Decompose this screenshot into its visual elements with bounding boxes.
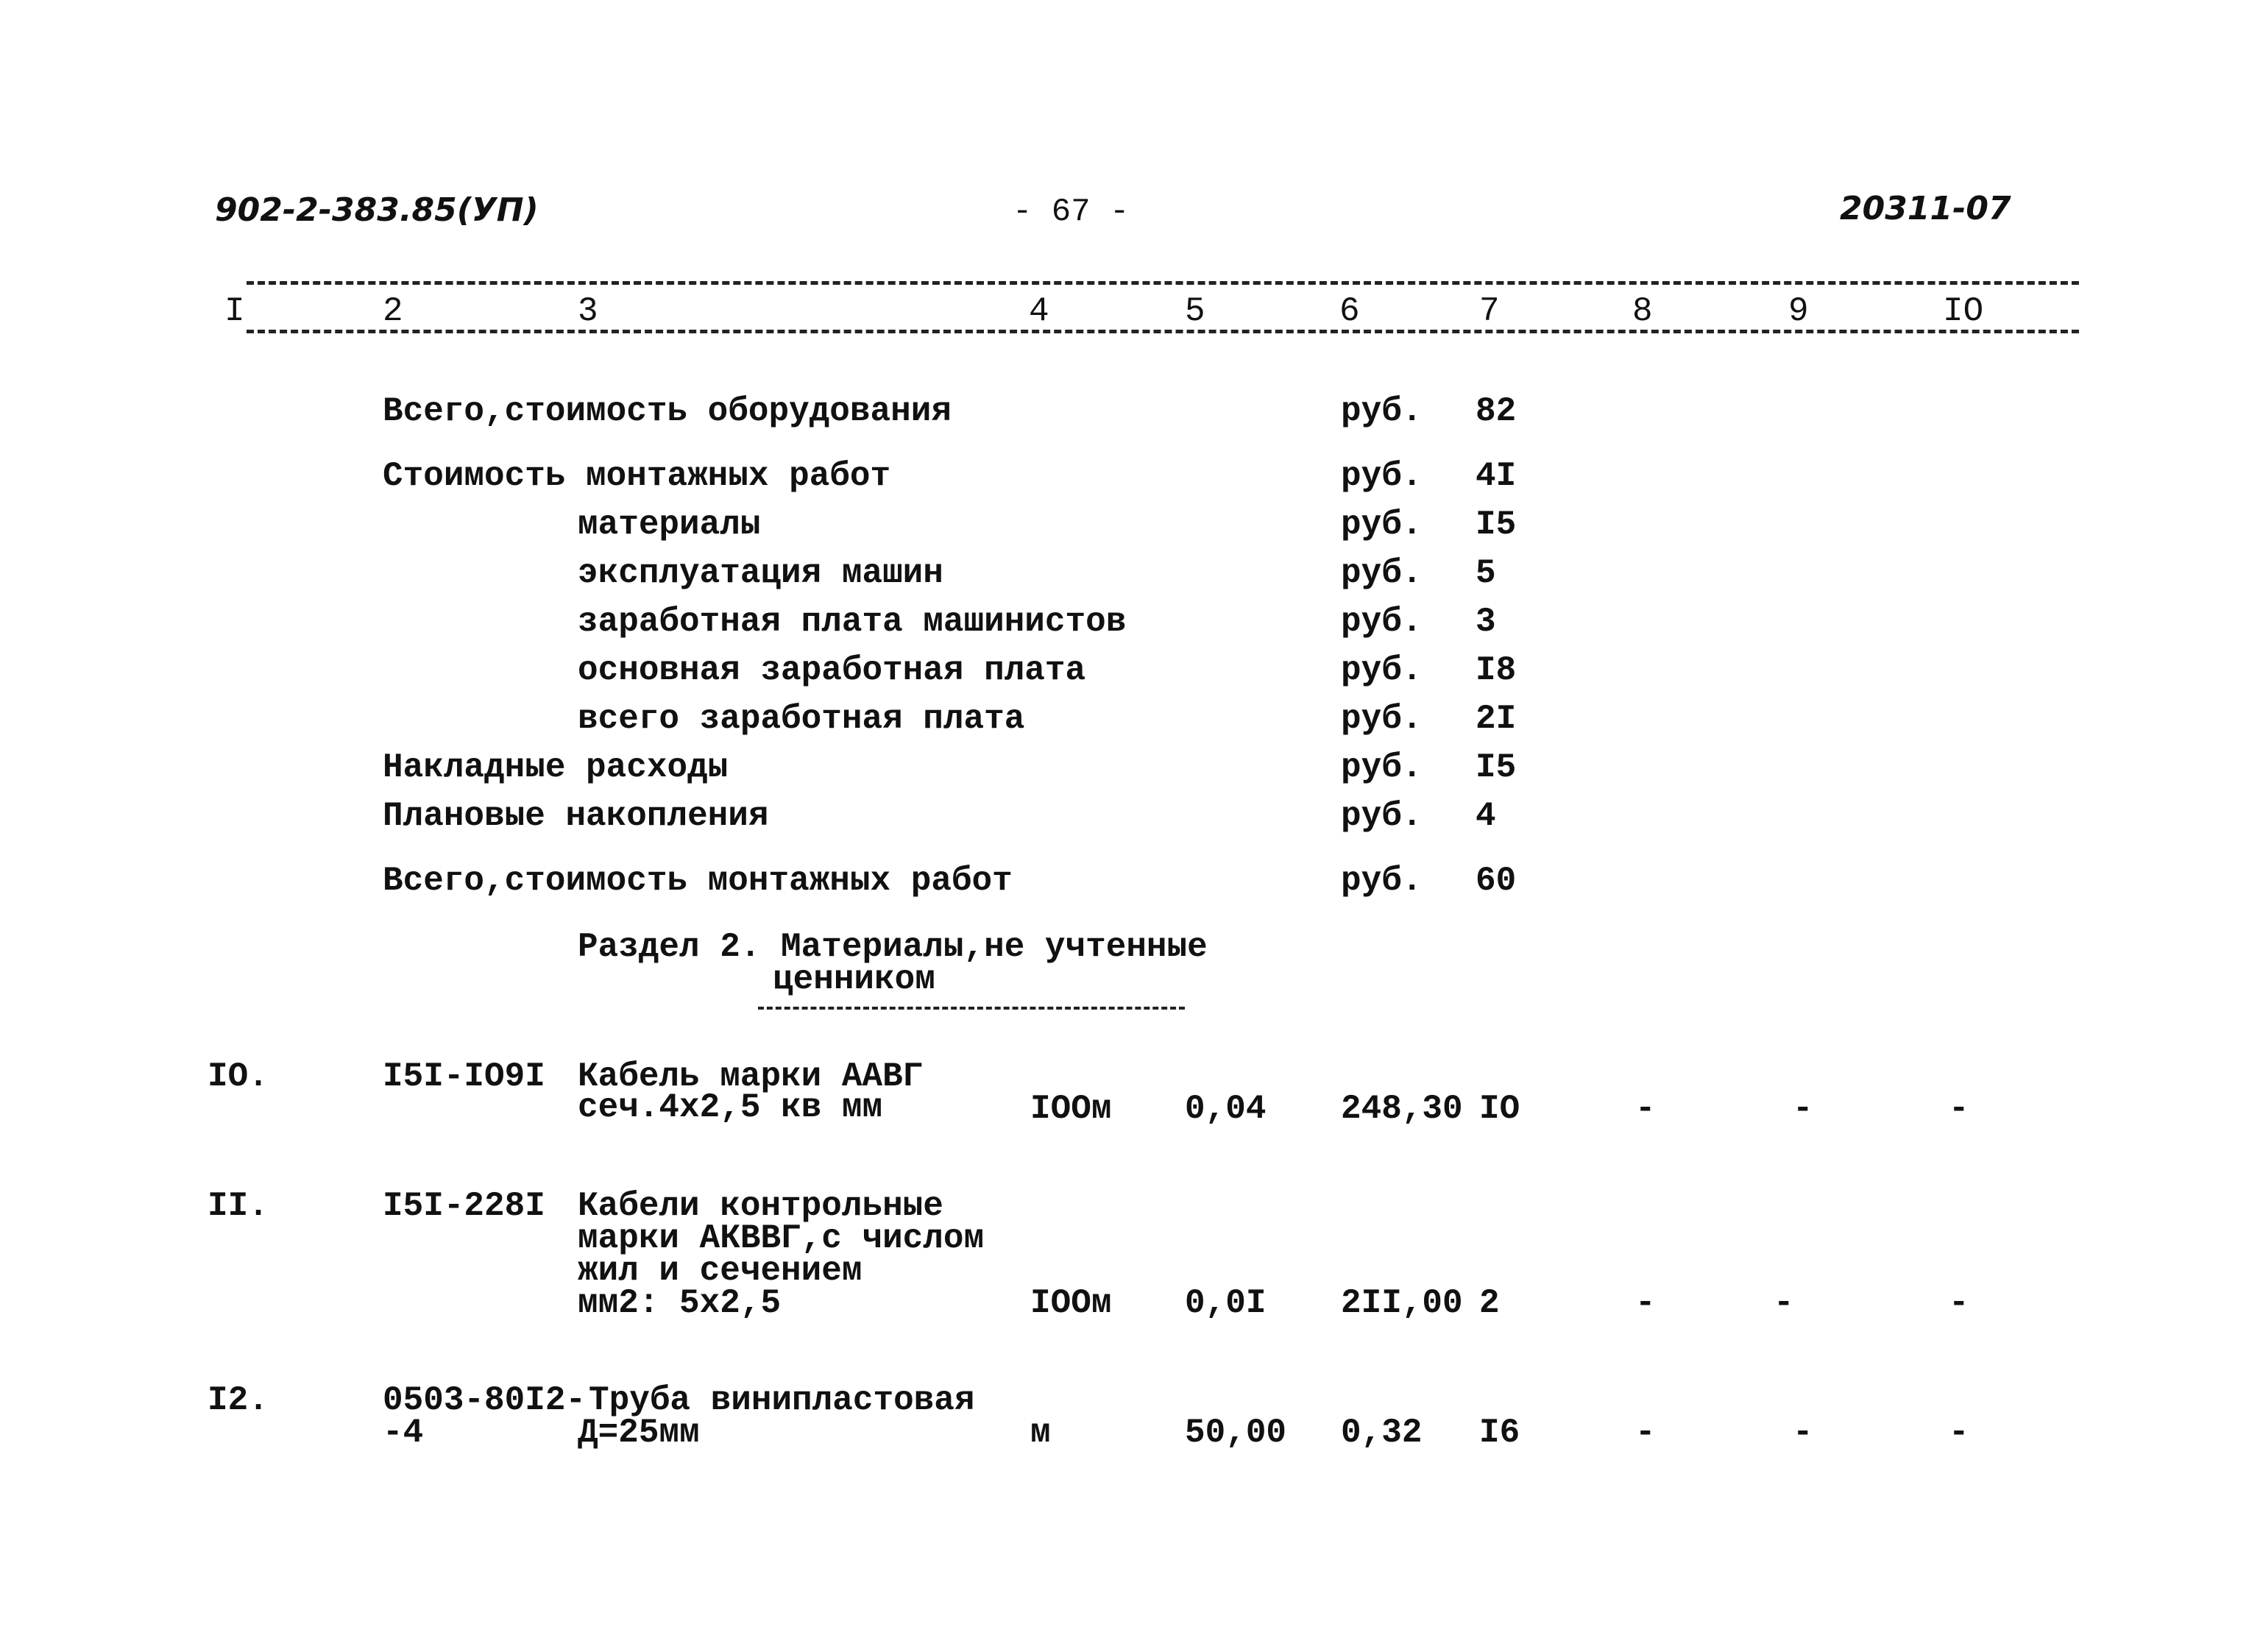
row-quantity: 0,04 bbox=[1185, 1090, 1267, 1128]
row-col10: - bbox=[1949, 1414, 1969, 1452]
row-description: Труба винипластовая bbox=[589, 1381, 975, 1419]
equipment-total-value: 82 bbox=[1476, 392, 1517, 430]
sub-item-label: материалы bbox=[578, 506, 761, 544]
sub-item-value: 5 bbox=[1476, 554, 1496, 592]
install-total-value: 60 bbox=[1476, 862, 1517, 900]
sub-item-unit: руб. bbox=[1341, 554, 1423, 592]
install-total-label: Всего,стоимость монтажных работ bbox=[383, 862, 1013, 900]
row-number: II. bbox=[208, 1187, 269, 1225]
header-top-rule bbox=[247, 281, 2079, 285]
row-description: марки АКВВГ,с числом bbox=[578, 1219, 985, 1258]
row-col9: - bbox=[1774, 1284, 1794, 1322]
row-total: I6 bbox=[1479, 1414, 1520, 1452]
row-unit: м bbox=[1030, 1414, 1051, 1452]
row-description: Кабели контрольные bbox=[578, 1187, 943, 1225]
overhead-label: Накладные расходы bbox=[383, 748, 729, 787]
sub-item-label: основная заработная плата bbox=[578, 651, 1086, 689]
column-number: I bbox=[224, 292, 245, 330]
sub-item-unit: руб. bbox=[1341, 700, 1423, 738]
archive-number: 20311-07 bbox=[1840, 190, 2011, 227]
overhead-unit: руб. bbox=[1341, 748, 1423, 787]
sub-item-label: заработная плата машинистов bbox=[578, 603, 1127, 641]
sub-item-value: 2I bbox=[1476, 700, 1517, 738]
row-quantity: 50,00 bbox=[1185, 1414, 1287, 1452]
section-heading-cont: ценником bbox=[773, 960, 935, 999]
column-number: 7 bbox=[1479, 292, 1500, 330]
row-code: 0503-80I2- bbox=[383, 1381, 587, 1419]
row-number: I2. bbox=[208, 1381, 269, 1419]
row-quantity: 0,0I bbox=[1185, 1284, 1267, 1322]
column-number: 4 bbox=[1029, 292, 1049, 330]
row-code: I5I-IO9I bbox=[383, 1057, 545, 1096]
overhead-value: I5 bbox=[1476, 748, 1517, 787]
section-heading: Раздел 2. Материалы,не учтенные bbox=[578, 928, 1208, 966]
sub-item-unit: руб. bbox=[1341, 506, 1423, 544]
column-number: 5 bbox=[1185, 292, 1205, 330]
column-number: 2 bbox=[383, 292, 403, 330]
row-unit: IOOм bbox=[1030, 1284, 1112, 1322]
row-description: жил и сечением bbox=[578, 1252, 862, 1290]
planned-value: 4 bbox=[1476, 797, 1496, 835]
column-number: 3 bbox=[578, 292, 598, 330]
page-number: - 67 - bbox=[1013, 194, 1130, 230]
row-description: сеч.4х2,5 кв мм bbox=[578, 1088, 883, 1127]
row-code: I5I-228I bbox=[383, 1187, 545, 1225]
sub-item-unit: руб. bbox=[1341, 603, 1423, 641]
install-cost-unit: руб. bbox=[1341, 457, 1423, 495]
row-col9: - bbox=[1793, 1090, 1813, 1128]
row-unit: IOOм bbox=[1030, 1090, 1112, 1128]
sub-item-label: эксплуатация машин bbox=[578, 554, 943, 592]
row-total: 2 bbox=[1479, 1284, 1500, 1322]
column-number: IO bbox=[1943, 292, 1984, 330]
equipment-total-label: Всего,стоимость оборудования bbox=[383, 392, 952, 430]
row-code-cont: -4 bbox=[383, 1414, 424, 1452]
equipment-total-unit: руб. bbox=[1341, 392, 1423, 430]
planned-unit: руб. bbox=[1341, 797, 1423, 835]
sub-item-value: 3 bbox=[1476, 603, 1496, 641]
row-col8: - bbox=[1635, 1090, 1656, 1128]
column-number: 9 bbox=[1788, 292, 1809, 330]
row-col10: - bbox=[1949, 1090, 1969, 1128]
install-cost-label: Стоимость монтажных работ bbox=[383, 457, 891, 495]
document-code: 902-2-383.85(УП) bbox=[215, 191, 539, 229]
sub-item-value: I8 bbox=[1476, 651, 1517, 689]
row-description: мм2: 5х2,5 bbox=[578, 1284, 782, 1322]
row-description: Кабель марки ААВГ bbox=[578, 1057, 924, 1096]
row-col9: - bbox=[1793, 1414, 1813, 1452]
planned-label: Плановые накопления bbox=[383, 797, 769, 835]
row-col8: - bbox=[1635, 1414, 1656, 1452]
sub-item-unit: руб. bbox=[1341, 651, 1423, 689]
row-price: 248,30 bbox=[1341, 1090, 1463, 1128]
row-col10: - bbox=[1949, 1284, 1969, 1322]
row-col8: - bbox=[1635, 1284, 1656, 1322]
row-number: IO. bbox=[208, 1057, 269, 1096]
install-total-unit: руб. bbox=[1341, 862, 1423, 900]
install-cost-value: 4I bbox=[1476, 457, 1517, 495]
row-description: Д=25мм bbox=[578, 1414, 700, 1452]
column-number: 8 bbox=[1632, 292, 1653, 330]
sub-item-label: всего заработная плата bbox=[578, 700, 1025, 738]
section-underline bbox=[758, 1007, 1185, 1010]
column-number: 6 bbox=[1339, 292, 1360, 330]
row-total: IO bbox=[1479, 1090, 1520, 1128]
sub-item-value: I5 bbox=[1476, 506, 1517, 544]
row-price: 0,32 bbox=[1341, 1414, 1423, 1452]
row-price: 2II,00 bbox=[1341, 1284, 1463, 1322]
